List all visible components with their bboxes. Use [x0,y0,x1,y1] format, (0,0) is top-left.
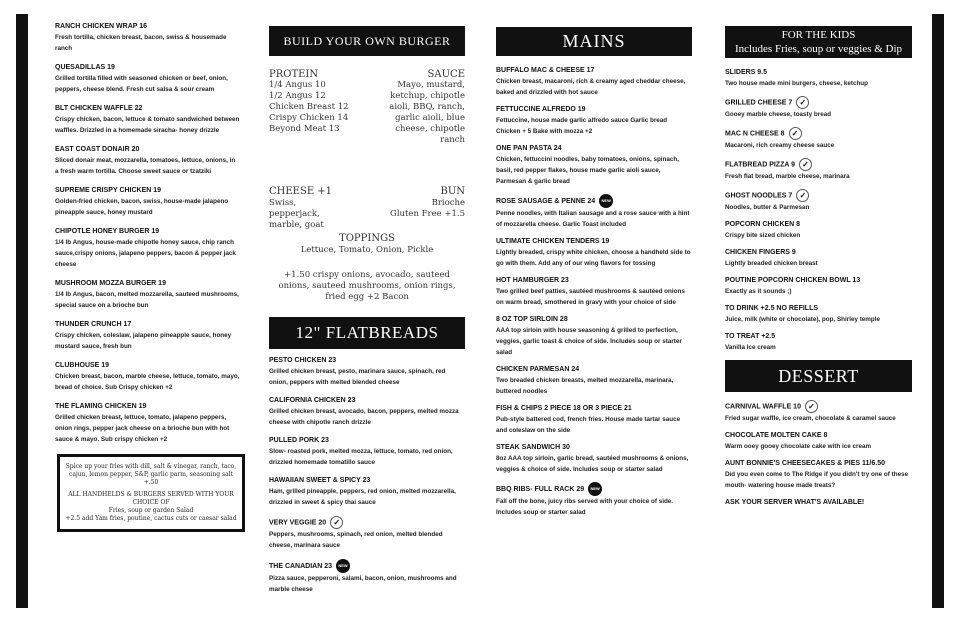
menu-item-name-text: FLATBREAD PIZZA 9 [725,161,795,169]
menu-item-name-text: HOT HAMBURGER 23 [496,277,569,284]
menu-item [725,127,912,151]
menu-item-name-text: GHOST NOODLES 7 [725,192,793,200]
menu-item-name-text: BUFFALO MAC & CHEESE 17 [496,67,595,74]
menu-item-description: Noodles, butter & Parmesan [725,204,810,211]
menu-item-name [725,498,912,508]
menu-item-description: Slow- roasted pork, melted mozza, lettuce, tomato, red onion, drizzled homemade tomatillo sauce [269,448,453,466]
toppings-heading: TOPPINGS [339,233,395,244]
menu-item-name [55,104,240,114]
menu-item-name-text: PULLED PORK 23 [269,437,329,444]
menu-item-description: Two breaded chicken breasts, melted mozzarella, marinara, buttered noodles [496,377,674,395]
kids-title: FOR THE KIDS [781,29,856,41]
handhelds-column [55,22,240,532]
menu-item-name [269,476,465,486]
menu-item-description: Golden-fried chicken, bacon, swiss, house-made jalapeno pineapple sauce, honey mustard [55,198,229,216]
menu-item [725,498,912,508]
kids-includes: Includes Fries, soup or veggies & Dip [734,43,903,55]
menu-item [496,315,692,358]
menu-item-name [55,320,240,330]
left-border-bar [16,14,28,608]
gluten-free-check-icon: ✓ [805,400,818,413]
menu-item-name-text: SUPREME CRISPY CHICKEN 19 [55,187,162,194]
menu-item-description: Pub-style battered cod, french fries. House made tartar sauce and coleslaw on the side [496,416,681,434]
dessert-heading: DESSERT [725,360,912,392]
menu-item-name [269,396,465,406]
menu-item-name [725,220,912,230]
menu-item-name [496,276,692,286]
menu-item [496,105,692,137]
mains-list [496,66,692,518]
toppings-options: Lettuce, Tomato, Onion, Pickle [300,245,434,255]
menu-item-description: Crispy bite sized chicken [725,232,801,239]
gluten-free-check-icon: ✓ [796,189,809,202]
menu-item [725,189,912,213]
menu-item-description: Lightly breaded chicken breast [725,260,818,267]
menu-item-name-text: PESTO CHICKEN 23 [269,357,337,364]
menu-item [725,220,912,241]
protein-options: 1/4 Angus 10 1/2 Angus 12 Chicken Breast 12 Crispy Chicken 14 Beyond Meat 13 [269,80,349,134]
menu-item-name-text: STEAK SANDWICH 30 [496,444,570,451]
menu-item-name [269,436,465,446]
kids-heading [725,26,912,58]
menu-item-name-text: ROSE SAUSAGE & PENNE 24 [496,197,596,205]
menu-item-name [496,365,692,375]
protein-heading: PROTEIN [269,69,319,80]
handhelds-served-note: ALL HANDHELDS & BURGERS SERVED WITH YOUR CHOICE OF [68,491,234,506]
menu-item-description: Vanilla Ice cream [725,344,776,351]
menu-item-description: Warm ooey gooey chocolate cake with ice cream [725,443,872,450]
menu-item-name-text: POPCORN CHICKEN 8 [725,221,801,228]
menu-item-name [496,144,692,154]
build-your-own-burger-section [269,56,465,302]
menu-item [55,320,240,352]
menu-item [496,194,692,230]
menu-item-description: Juice, milk (white or chocolate), pop, Shirley temple [725,316,881,323]
menu-item-name [725,248,912,258]
menu-item-description: Sliced donair meat, mozzarella, tomatoes, lettuce, onions, in a fresh warm tortilla. Choose sweet sauce or tzatziki [55,157,236,175]
menu-item-name-text: BLT CHICKEN WAFFLE 22 [55,105,143,112]
menu-item-name [55,402,240,412]
menu-item-description: Pizza sauce, pepperoni, salami, bacon, onion, mushrooms and marble cheese [269,575,457,593]
flatbreads-list [269,356,465,595]
menu-item-name-text: BBQ RIBS- FULL RACK 29 [496,485,585,493]
menu-item [269,476,465,508]
menu-item-name-text: VERY VEGGIE 20 [269,519,327,527]
menu-item-name [55,63,240,73]
menu-item-name-text: AUNT BONNIE'S CHEESECAKES & PIES 11/6.50 [725,460,885,467]
menu-item-description: Fresh flat bread, marble cheese, marinara [725,173,850,180]
fries-seasoning-note: Spice up your fries with dill, salt & vinegar, ranch, taco, cajun, lemon pepper, S&P, garlic parm, seasoning salt +.50 [65,463,237,486]
menu-item-name [725,431,912,441]
menu-item-name [55,279,240,289]
menu-item-description: Fall off the bone, juicy ribs served with your choice of side. Includes soup or starter salad [496,498,674,516]
menu-item [725,96,912,120]
menu-item [725,459,912,491]
menu-item-name [269,516,465,529]
menu-item-description: Gooey marble cheese, toasty bread [725,111,832,118]
bun-heading: BUN [440,186,465,197]
menu-item-name-text: THE CANADIAN 23 [269,562,333,570]
menu-item-description: 1/4 lb Angus, bacon, melted mozzarella, sauteed mushrooms, special sauce on a brioche bun [55,291,239,309]
menu-item [269,516,465,551]
menu-item-name-text: TO TREAT +2.5 [725,333,776,340]
sauce-heading: SAUCE [427,69,465,80]
menu-item-name-text: HAWAIIAN SWEET & SPICY 23 [269,477,371,484]
gluten-free-check-icon: ✓ [330,516,343,529]
menu-item [496,404,692,436]
menu-item-description: Grilled chicken breast, pesto, marinara sauce, spinach, red onion, peppers with melted blended cheese [269,368,446,386]
menu-item-name-text: CHOCOLATE MOLTEN CAKE 8 [725,432,828,439]
menu-item-name-text: CHIPOTLE HONEY BURGER 19 [55,228,160,235]
menu-item [725,431,912,452]
new-badge-icon: NEW [599,194,613,208]
kids-dessert-column [725,26,912,515]
menu-item [269,436,465,468]
menu-item-name [725,68,912,78]
burger-extras: +1.50 crispy onions, avocado, sauteed onions, sauteed mushrooms, onion rings, fried egg +2 Bacon [278,270,456,302]
new-badge-icon: NEW [588,482,602,496]
menu-item-description: Peppers, mushrooms, spinach, red onion, melted blended cheese, marinara sauce [269,531,443,549]
menu-item-name [496,482,692,496]
mains-column [496,27,692,525]
menu-item [55,279,240,311]
menu-item-name-text: MAC N CHEESE 8 [725,130,785,138]
menu-item [496,365,692,397]
gluten-free-check-icon: ✓ [796,96,809,109]
sauce-options: Mayo, mustard, ketchup, chipotle aioli, BBQ, ranch, garlic aioli, blue cheese, chipotle ranch [389,80,465,145]
menu-item [55,361,240,393]
gluten-free-check-icon: ✓ [789,127,802,140]
menu-item-name-text: 8 OZ TOP SIRLOIN 28 [496,316,568,323]
menu-item-name [496,105,692,115]
flatbreads-heading: 12" FLATBREADS [269,317,465,349]
menu-item-name [725,127,912,140]
menu-item [496,66,692,98]
menu-item [269,356,465,388]
menu-item-name-text: QUESADILLAS 19 [55,64,115,71]
right-border-bar [932,14,944,608]
menu-item-name [496,404,692,414]
menu-item-description: Crispy chicken, bacon, lettuce & tomato sandwiched between waffles. Drizzled in a homemade siracha- honey drizzle [55,116,240,134]
menu-item [725,304,912,325]
mains-heading: MAINS [496,27,692,56]
menu-item-description: Grilled chicken breast, avocado, bacon, peppers, melted mozza cheese with chipotle ranch drizzle [269,408,459,426]
menu-item [725,158,912,182]
menu-item-name [55,186,240,196]
menu-item-description: Chicken, fettuccini noodles, baby tomatoes, onions, spinach, basil, red pepper flakes, house made garlic aioli sauce, Parmesan & garlic bread [496,156,679,185]
menu-item-description: Crispy chicken, coleslaw, jalapeno pineapple sauce, honey mustard sauce, fresh bun [55,332,232,350]
build-your-own-burger-heading: BUILD YOUR OWN BURGER [269,26,465,56]
gluten-free-check-icon: ✓ [799,158,812,171]
menu-item-name-text: THE FLAMING CHICKEN 19 [55,403,147,410]
menu-item-name-text: CHICKEN FINGERS 9 [725,249,796,256]
menu-item-name [725,158,912,171]
menu-item-name [725,332,912,342]
menu-item-name [725,96,912,109]
menu-item-description: AAA top sirloin with house seasoning & grilled to perfection, veggies, garlic toast & choice of side. Includes soup or starter salad [496,327,682,356]
menu-item-description: 8oz AAA top sirloin, garlic bread, sautéed mushrooms & onions, veggies & choice of side. Includes soup or starter salad [496,455,689,473]
new-badge-icon: NEW [336,559,350,573]
menu-item-name [725,459,912,469]
menu-item [55,22,240,54]
menu-item-name-text: POUTINE POPCORN CHICKEN BOWL 13 [725,277,861,284]
menu-item-description: Fresh tortilla, chicken breast, bacon, swiss & housemade ranch [55,34,227,52]
menu-item-name [55,145,240,155]
cheese-options: Swiss, pepperjack, marble, goat [269,198,324,230]
menu-item-name [269,356,465,366]
menu-item-name [496,443,692,453]
menu-item [496,276,692,308]
menu-item [269,559,465,595]
menu-item-name-text: CARNIVAL WAFFLE 10 [725,403,801,411]
menu-item-name [55,361,240,371]
menu-item-name [496,237,692,247]
dessert-list [725,400,912,508]
menu-item-name-text: SLIDERS 9.5 [725,69,768,76]
menu-item-name-text: CHICKEN PARMESAN 24 [496,366,580,373]
menu-item-name-text: TO DRINK +2.5 NO REFILLS [725,305,819,312]
menu-item-description: Chicken breast, bacon, marble cheese, lettuce, tomato, mayo, bread of choice. Sub Crispy chicken +2 [55,373,240,391]
menu-item-name [496,194,692,208]
menu-item [55,63,240,95]
menu-item-name [496,315,692,325]
menu-item [55,186,240,218]
menu-item [725,276,912,297]
menu-item-description: Fried sugar waffle, ice cream, chocolate & caramel sauce [725,415,896,422]
menu-item-name-text: THUNDER CRUNCH 17 [55,321,132,328]
menu-item-name-text: ONE PAN PASTA 24 [496,145,562,152]
menu-item [496,237,692,269]
menu-item [725,248,912,269]
menu-item-description: Fettuccine, house made garlic alfredo sauce Garlic bread Chicken + 5 Bake with mozza +2 [496,117,668,135]
burger-flatbread-column [269,26,465,603]
menu-item-name [269,559,465,573]
menu-item [55,104,240,136]
menu-item-description: Two house made mini burgers, cheese, ketchup [725,80,868,87]
menu-item-description: Grilled chicken breast, lettuce, tomato, jalapeno peppers, onion rings, pepper jack cheese on a brioche bun with hot sauce & mayo. Sub crispy chicken +2 [55,414,230,443]
sides-box [57,454,245,532]
menu-item-description: Chicken breast, macaroni, rich & creamy aged cheddar cheese, baked and drizzled with hot sauce [496,78,686,96]
menu-item [55,227,240,270]
menu-item-name-text: CALIFORNIA CHICKEN 23 [269,397,356,404]
menu-item-name-text: ULTIMATE CHICKEN TENDERS 19 [496,238,610,245]
menu-item-name [55,22,240,32]
menu-item-name [725,276,912,286]
menu-item-description: Did you even come to The Ridge if you didn't try one of these mouth- watering house made treats? [725,471,909,489]
menu-item-description: Ham, grilled pineapple, peppers, red onion, melted mozzarella, drizzled in sweet & spicy thai sauce [269,488,456,506]
menu-item-description: Grilled tortilla filled with seasoned chicken or beef, onion, peppers, cheese blend. Fresh cut salsa & sour cream [55,75,228,93]
menu-item-name [725,400,912,413]
menu-item-name-text: FISH & CHIPS 2 PIECE 18 OR 3 PIECE 21 [496,405,632,412]
kids-list [725,68,912,353]
menu-item-name-text: MUSHROOM MOZZA BURGER 19 [55,280,166,287]
menu-item [725,332,912,353]
menu-item [496,443,692,475]
menu-item [55,402,240,445]
menu-item [269,396,465,428]
menu-item [725,400,912,424]
menu-item [496,144,692,187]
cheese-heading: CHEESE +1 [269,186,333,197]
menu-item-name [55,227,240,237]
fries-soup-salad-note: Fries, soup or garden Salad [108,507,194,514]
menu-item-description: Lightly breaded, crispy white chicken, choose a handheld side to go with them. Add any of our wing flavors for tossing [496,249,691,267]
menu-item-description: Penne noodles, with Italian sausage and a rose sauce with a hint of mozzarella cheese. Garlic Toast included [496,210,690,228]
menu-item-name-text: FETTUCCINE ALFREDO 19 [496,106,586,113]
menu-item-description: 1/4 lb Angus, house-made chipotle honey sauce, chip ranch sauce,crispy onions, jalapeno peppers, bacon & pepper jack cheese [55,239,236,268]
menu-item-name [725,189,912,202]
menu-item-description: Exactly as it sounds ;) [725,288,792,295]
menu-item-name-text: EAST COAST DONAIR 20 [55,146,140,153]
menu-item-name-text: ASK YOUR SERVER WHAT'S AVAILABLE! [725,499,865,506]
menu-item-description: Macaroni, rich creamy cheese sauce [725,142,835,149]
menu-item-description: Two grilled beef patties, sautéed mushrooms & sautéed onions on warm bread, smothered in gravy with your choice of side [496,288,685,306]
upgrade-sides-note: +2.5 add Yam fries, poutine, cactus cuts or caesar salad [65,515,237,522]
menu-item-name-text: CLUBHOUSE 19 [55,362,110,369]
menu-item-name [725,304,912,314]
menu-item [725,68,912,89]
menu-item [55,145,240,177]
menu-item-name-text: RANCH CHICKEN WRAP 16 [55,23,148,30]
menu-item-name [496,66,692,76]
bun-options: Brioche Gluten Free +1.5 [390,198,465,219]
menu-item [496,482,692,518]
menu-item-name-text: GRILLED CHEESE 7 [725,99,793,107]
